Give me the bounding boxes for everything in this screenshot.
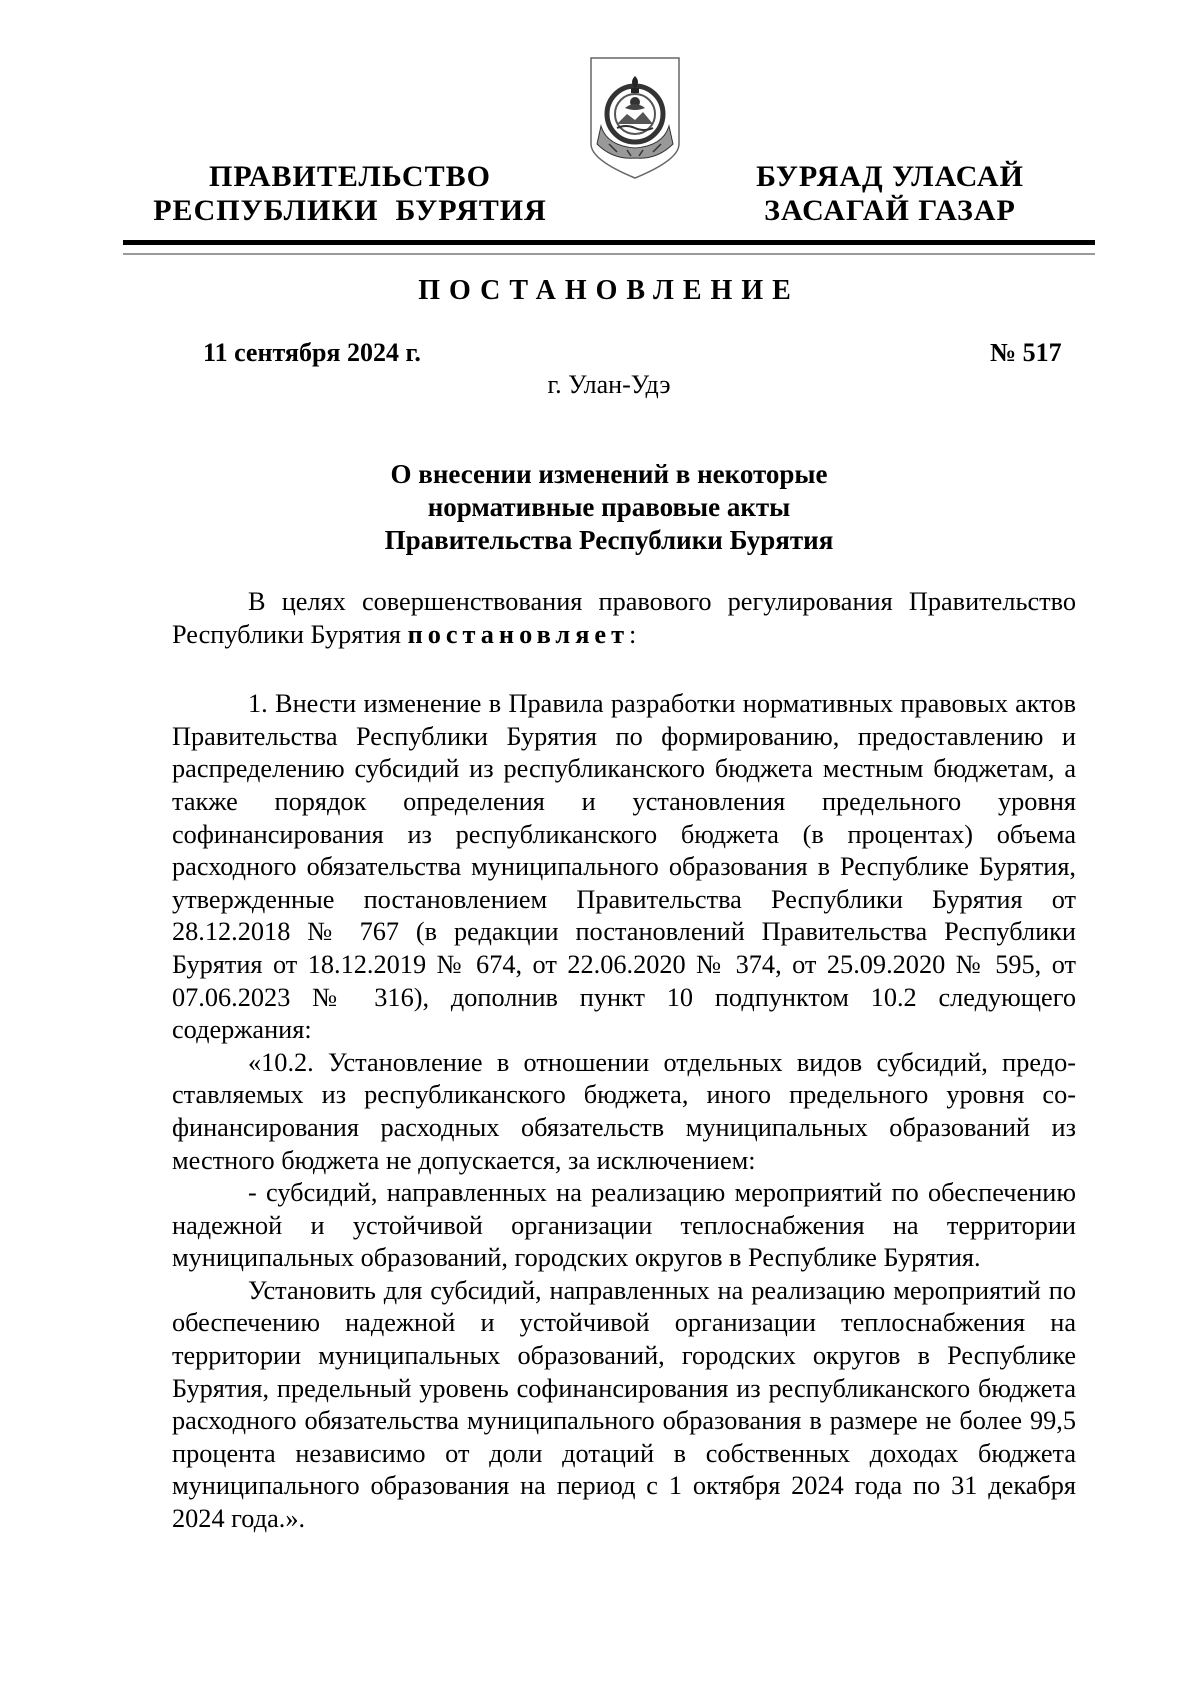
paragraph-gap — [172, 651, 1076, 688]
header-government-bua — [745, 160, 1035, 228]
header-left-line2: РЕСПУБЛИКИ БУРЯТИЯ — [153, 194, 547, 227]
document-subject — [123, 458, 1095, 557]
header-left-line1: ПРАВИТЕЛЬСТВО — [209, 160, 491, 193]
document-number: № 517 — [990, 338, 1062, 367]
header-right-line2: ЗАСАГАЙ ГАЗАР — [764, 194, 1016, 227]
subject-line2: нормативные правовые акты — [427, 492, 791, 522]
document-city: г. Улан-Удэ — [547, 370, 671, 399]
quote-paragraph-3: Установить для субсидий, направленных на реализацию мероприятий по обеспечению надежной и устойчивой организации теплоснабжения на территории муниципальных образований, городских округов в Республике Бурятия, предельный уровень софинансирования из республиканского бюджета расходного обязательства муниципального образования в размере не более 99,5 процента независимо от доли дотаций в собственных доходах бюджета муниципального образования на период с 1 октября 2024 года по 31 декабря 2024 года.». — [172, 1275, 1076, 1534]
subject-line1: О внесении изменений в некоторые — [390, 459, 828, 489]
header-government-ru — [150, 160, 550, 228]
subject-line3: Правительства Республики Бурятия — [384, 525, 834, 555]
document-body — [172, 586, 1076, 1536]
coat-of-arms-icon — [587, 56, 683, 182]
item1-paragraph: 1. Внести изменение в Правила разработки нормативных правовых актов Правительства Республики Бурятия по формированию, предоставлению и распределению субсидий из республиканского бюджета местным бюджетам, а также порядок определения и установления предельного уровня софинансирования из республиканского бюджета (в процентах) объема расходного обязательства муниципального образования в Республике Бурятия, утвержденные постановлением Правительства Республики Бурятия от 28.12.2018 № 767 (в редакции постановлений Правительства Республики Бурятия от 18.12.2019 № 674, от 22.06.2020 № 374, от 25.09.2020 № 595, от 07.06.2023 № 316), дополнив пункт 10 подпунктом 10.2 следующего содержания: — [172, 689, 1076, 1045]
header-divider-thin — [123, 253, 1095, 255]
document-type-title: ПОСТАНОВЛЕНИЕ — [418, 275, 800, 306]
resolves-colon: : — [629, 619, 637, 649]
header-right-line1: БУРЯАД УЛАСАЙ — [756, 160, 1024, 193]
header-divider-thick — [123, 240, 1095, 245]
quote-paragraph-1: «10.2. Установление в отношении отдельных видов субсидий, предоставляемых из республиканского бюджета, иного предельного уровня софинансирования расходных обязательств муниципальных образований из местного бюджета не допускается, за исключением: — [172, 1047, 1076, 1175]
quote-paragraph-2: - субсидий, направленных на реализацию мероприятий по обеспечению надежной и устойчивой организации теплоснабжения на территории муниципальных образований, городских округов в Республике Бурятия. — [172, 1178, 1076, 1273]
preamble-text: В целях совершенствования правового регулирования Правительство Республики Бурятия — [172, 587, 1076, 649]
document-date: 11 сентября 2024 г. — [203, 338, 421, 367]
preamble-paragraph — [172, 586, 1076, 651]
resolves-word: постановляет — [407, 619, 630, 649]
